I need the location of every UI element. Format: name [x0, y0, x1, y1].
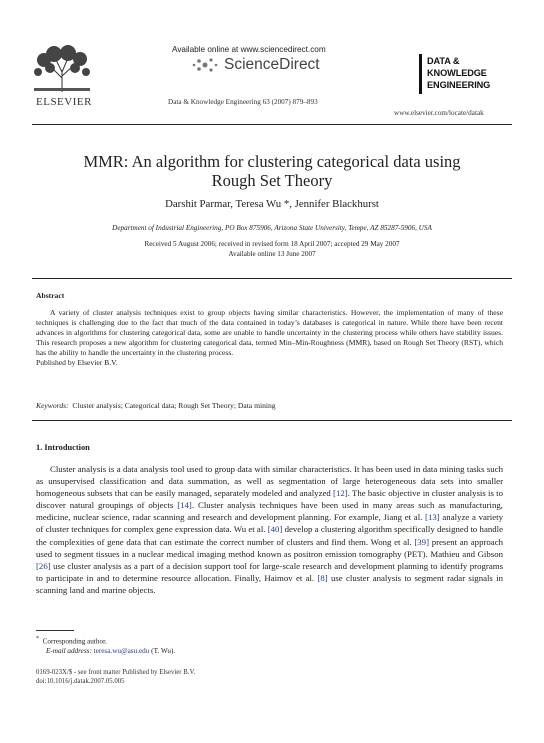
- email-note: [36, 646, 175, 656]
- introduction-body: [36, 463, 503, 596]
- corresponding-author-label: Corresponding author.: [42, 637, 107, 646]
- email-link[interactable]: teresa.wu@asu.edu: [93, 647, 150, 656]
- abstract-paragraph: A variety of cluster analysis techniques exist to group objects having similar characteristics. However, the implementation of many of these techniques is challenging due to the fact that much of the data contained in today’s databases is categorical in nature. While there have been recent advances in algorithms for clustering categorical data, some are unable to handle uncertainty in the clustering process while others have stability issues. This research proposes a new algorithm for clustering categorical data, termed Min–Min-Roughness (MMR), based on Rough Set Theory (RST), which has the ability to handle the uncertainty in the clustering process.: [36, 308, 503, 358]
- citation-link[interactable]: [12]: [333, 488, 348, 499]
- author-list: Darshit Parmar, Teresa Wu *, Jennifer Blackhurst: [165, 198, 379, 210]
- intro-text-segment: present an approach used to segment tissues in a nuclear medical imaging method known as positron emission tomography (PET). Mathieu and Gibson: [36, 536, 504, 559]
- citation-link[interactable]: [14]: [177, 500, 192, 511]
- author-affiliation: Department of Industrial Engineering, PO Box 875906, Arizona State University, Tempe, AZ 85287-5906, USA: [112, 224, 432, 232]
- sciencedirect-dots-icon: [190, 57, 220, 73]
- intro-text-segment: analyze a variety of cluster techniques for complex gene expression data. Wu et al.: [36, 512, 503, 535]
- citation-link[interactable]: [39]: [414, 536, 430, 547]
- abstract-top-divider: [32, 278, 512, 279]
- citation-link[interactable]: [26]: [36, 560, 51, 571]
- abstract-heading: Abstract: [36, 291, 65, 300]
- publisher-name: ELSEVIER: [36, 96, 92, 108]
- introduction-paragraph: [36, 463, 503, 596]
- doi-line[interactable]: doi:10.1016/j.datak.2007.05.005: [36, 678, 125, 685]
- citation-link[interactable]: [13]: [425, 512, 440, 523]
- article-dates: [32, 239, 512, 259]
- abstract-bottom-divider: [32, 420, 512, 421]
- footnote-divider: [36, 630, 74, 631]
- keywords-line: [36, 401, 276, 410]
- intro-text-segment: . The basic objective in cluster analysis is to discover natural groupings of objects: [36, 488, 503, 511]
- journal-citation: Data & Knowledge Engineering 63 (2007) 879–893: [168, 98, 318, 106]
- journal-url-link[interactable]: www.elsevier.com/locate/datak: [394, 109, 484, 117]
- corresponding-author-note: [36, 634, 175, 646]
- email-suffix: (T. Wu).: [151, 647, 176, 656]
- journal-logo-line-3: ENGINEERING: [427, 80, 491, 90]
- journal-logo-bar: [419, 54, 422, 94]
- elsevier-tree-logo: [30, 44, 94, 94]
- available-online-date: Available online 13 June 2007: [228, 250, 316, 258]
- intro-text-segment: . Cluster analysis techniques have been used in many areas such as manufacturing, medicine, nuclear science, radar scanning and research and development planning. For example, Jiang et al.: [36, 500, 503, 523]
- article-title: [32, 152, 512, 190]
- abstract-body: [36, 308, 503, 369]
- abstract-published-by: Published by Elsevier B.V.: [36, 358, 118, 368]
- footnote-star: *: [36, 636, 39, 642]
- sciencedirect-wordmark: ScienceDirect: [224, 56, 320, 73]
- journal-logo-line-2: KNOWLEDGE: [427, 68, 487, 78]
- citation-link[interactable]: [8]: [317, 572, 328, 583]
- intro-text-segment: use cluster analysis to segment radar signals in scanning land and marine objects.: [36, 572, 503, 595]
- journal-logo: [427, 55, 490, 91]
- intro-text-segment: use cluster analysis as a part of a decision support tool for large-scale research and development planning to identify programs to participate in and to determine resource allocation. Finally, Haimov et al.: [36, 560, 503, 583]
- title-line-2: Rough Set Theory: [211, 171, 333, 190]
- intro-text-segment: Cluster analysis is a data analysis tool used to group data with similar characteristics. It has been used in data mining tasks such as unsupervised classification and data summation, as well as segmentation of large heterogeneous data sets into smaller homogeneous subsets that can be easily managed, separately modeled and analyzed: [36, 464, 503, 499]
- section-heading-introduction: 1. Introduction: [36, 443, 90, 452]
- available-online-notice: Available online at www.sciencedirect.com: [172, 45, 326, 54]
- title-line-1: MMR: An algorithm for clustering categorical data using: [83, 152, 461, 171]
- received-dates: Received 5 August 2006; received in revised form 18 April 2007; accepted 29 May 2007: [144, 240, 400, 248]
- keywords-list: Cluster analysis; Categorical data; Rough Set Theory; Data mining: [72, 401, 276, 410]
- intro-text-segment: develop a clustering algorithm specifically designed to handle the complexities of gene data that can estimate the correct number of clusters and find them. Wong et al.: [36, 524, 503, 547]
- email-label: E-mail address:: [46, 647, 92, 656]
- journal-logo-line-1: DATA &: [427, 56, 460, 66]
- footnote-block: [36, 634, 175, 656]
- sciencedirect-logo: [190, 56, 320, 74]
- issn-line: 0169-023X/$ - see front matter Published by Elsevier B.V.: [36, 669, 196, 676]
- publication-info: [36, 668, 195, 686]
- citation-link[interactable]: [40]: [267, 524, 283, 535]
- keywords-label: Keywords:: [36, 401, 69, 410]
- header-divider: [32, 124, 512, 125]
